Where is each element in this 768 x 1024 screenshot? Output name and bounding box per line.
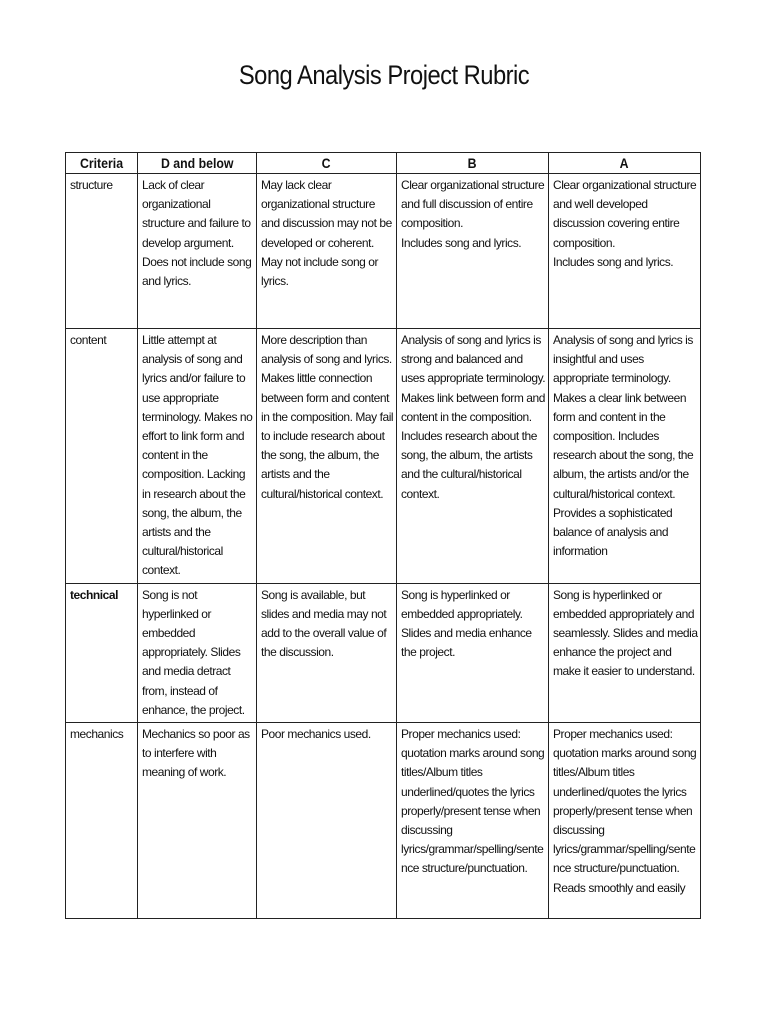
grade-b-cell: Clear organizational structure and full discussion of entire composition. Includes song and lyrics. xyxy=(397,174,549,329)
grade-b-cell: Proper mechanics used: quotation marks around song titles/Album titles underlined/quotes the lyrics properly/present tense when discussing lyrics/grammar/spelling/sentence structure/punctuation. xyxy=(397,723,549,919)
criteria-cell: technical xyxy=(66,583,138,722)
grade-a-cell: Analysis of song and lyrics is insightful and uses appropriate terminology. Makes a clear link between form and content in the composition. Includes research about the song, the album, the artists and/or the cultural/historical context. Provides a sophisticated balance of analysis and information xyxy=(549,329,701,584)
header-a: A xyxy=(549,153,701,174)
grade-c-cell: Poor mechanics used. xyxy=(257,723,397,919)
table-row xyxy=(66,174,701,329)
grade-c-cell: May lack clear organizational structure and discussion may not be developed or coherent. May not include song or lyrics. xyxy=(257,174,397,329)
table-header-row xyxy=(66,153,701,174)
header-criteria: Criteria xyxy=(66,153,138,174)
grade-a-cell: Clear organizational structure and well developed discussion covering entire composition. Includes song and lyrics. xyxy=(549,174,701,329)
header-b: B xyxy=(397,153,549,174)
grade-c-cell: Song is available, but slides and media may not add to the overall value of the discussion. xyxy=(257,583,397,722)
table-row xyxy=(66,329,701,584)
grade-b-cell: Song is hyperlinked or embedded appropriately. Slides and media enhance the project. xyxy=(397,583,549,722)
grade-d-cell: Mechanics so poor as to interfere with meaning of work. xyxy=(138,723,257,919)
page-title: Song Analysis Project Rubric xyxy=(238,60,530,90)
grade-c-cell: More description than analysis of song and lyrics. Makes little connection between form and content in the composition. May fail to include research about the song, the album, the artists and the cultural/historical context. xyxy=(257,329,397,584)
table-row xyxy=(66,583,701,722)
grade-d-cell: Little attempt at analysis of song and lyrics and/or failure to use appropriate terminology. Makes no effort to link form and content in the composition. Lacking in research about the song, the album, the artists and the cultural/historical context. xyxy=(138,329,257,584)
grade-d-cell: Song is not hyperlinked or embedded appropriately. Slides and media detract from, instead of enhance, the project. xyxy=(138,583,257,722)
header-c: C xyxy=(257,153,397,174)
rubric-table xyxy=(65,152,701,919)
header-d-and-below: D and below xyxy=(138,153,257,174)
grade-a-cell: Proper mechanics used: quotation marks around song titles/Album titles underlined/quotes the lyrics properly/present tense when discussing lyrics/grammar/spelling/sentence structure/punctuation. Reads smoothly and easily xyxy=(549,723,701,919)
criteria-cell: content xyxy=(66,329,138,584)
criteria-cell: structure xyxy=(66,174,138,329)
criteria-cell: mechanics xyxy=(66,723,138,919)
grade-d-cell: Lack of clear organizational structure and failure to develop argument. Does not include song and lyrics. xyxy=(138,174,257,329)
table-row xyxy=(66,723,701,919)
grade-a-cell: Song is hyperlinked or embedded appropriately and seamlessly. Slides and media enhance the project and make it easier to understand. xyxy=(549,583,701,722)
grade-b-cell: Analysis of song and lyrics is strong and balanced and uses appropriate terminology. Makes link between form and content in the composition. Includes research about the song, the album, the artists and the cultural/historical context. xyxy=(397,329,549,584)
